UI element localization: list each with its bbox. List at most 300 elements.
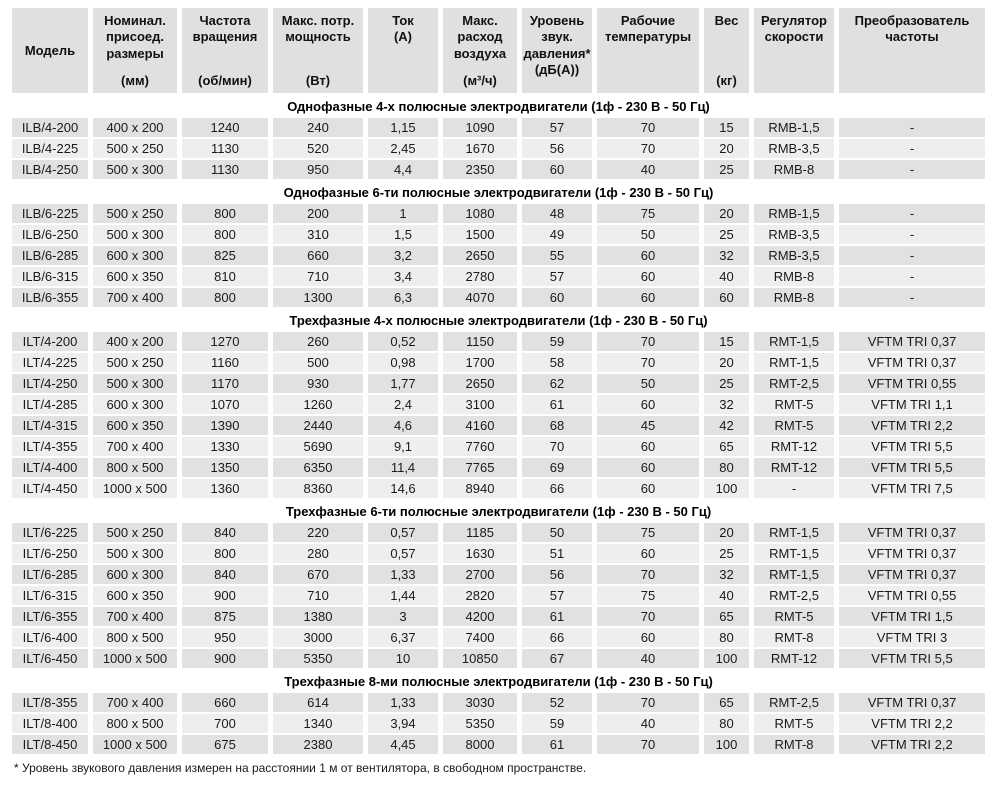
table-cell: 59 (522, 714, 592, 733)
table-cell: 70 (597, 735, 699, 754)
table-cell: 260 (273, 332, 363, 351)
table-cell: 59 (522, 332, 592, 351)
table-cell: - (839, 139, 985, 158)
table-cell: 1390 (182, 416, 268, 435)
column-header (12, 8, 88, 93)
table-cell: 700 x 400 (93, 607, 177, 626)
model-cell: ILT/6-400 (12, 628, 88, 647)
model-cell: ILB/6-315 (12, 267, 88, 286)
column-header (273, 8, 363, 93)
table-cell: 6,37 (368, 628, 438, 647)
column-header-label: Макс. потр. мощность (281, 13, 355, 45)
table-cell: 40 (704, 267, 749, 286)
table-cell: 32 (704, 565, 749, 584)
table-cell: 500 x 300 (93, 225, 177, 244)
table-cell: 1130 (182, 139, 268, 158)
table-cell: 70 (597, 565, 699, 584)
table-cell: 40 (597, 160, 699, 179)
table-cell: 3,4 (368, 267, 438, 286)
model-cell: ILB/6-285 (12, 246, 88, 265)
table-cell: 1670 (443, 139, 517, 158)
table-cell: - (839, 118, 985, 137)
table-cell: RMB-1,5 (754, 204, 834, 223)
table-cell: RMB-1,5 (754, 118, 834, 137)
table-cell: RMT-1,5 (754, 544, 834, 563)
section-title: Однофазные 4-х полюсные электродвигатели (1ф - 230 В - 50 Гц) (12, 95, 985, 116)
table-cell: 200 (273, 204, 363, 223)
model-cell: ILT/8-355 (12, 693, 88, 712)
table-cell: 840 (182, 565, 268, 584)
table-cell: 20 (704, 523, 749, 542)
table-cell: VFTM TRI 0,37 (839, 523, 985, 542)
table-cell: 6,3 (368, 288, 438, 307)
column-header-label: Номинал. присоед. размеры (104, 13, 166, 61)
table-cell: 60 (597, 246, 699, 265)
model-cell: ILT/8-450 (12, 735, 88, 754)
table-cell: 500 x 250 (93, 139, 177, 158)
table-cell: RMT-12 (754, 437, 834, 456)
table-cell: 60 (704, 288, 749, 307)
table-cell: 69 (522, 458, 592, 477)
table-cell: VFTM TRI 0,37 (839, 693, 985, 712)
table-cell: 60 (597, 267, 699, 286)
column-header (93, 8, 177, 93)
table-cell: 1330 (182, 437, 268, 456)
table-cell: 11,4 (368, 458, 438, 477)
table-cell: 660 (182, 693, 268, 712)
table-cell: 100 (704, 649, 749, 668)
table-cell: RMT-5 (754, 416, 834, 435)
column-header-unit: (кг) (716, 72, 737, 88)
table-cell: 75 (597, 204, 699, 223)
table-cell: 800 x 500 (93, 628, 177, 647)
column-header (704, 8, 749, 93)
table-cell: 60 (597, 395, 699, 414)
column-header-label: Преобразователь частоты (854, 13, 970, 45)
table-cell: 65 (704, 607, 749, 626)
table-cell: 42 (704, 416, 749, 435)
table-cell: 950 (182, 628, 268, 647)
table-cell: 20 (704, 204, 749, 223)
table-cell: 1270 (182, 332, 268, 351)
table-cell: 70 (597, 353, 699, 372)
column-header-label: Частота вращения (192, 13, 258, 45)
model-cell: ILT/4-285 (12, 395, 88, 414)
table-cell: VFTM TRI 1,5 (839, 607, 985, 626)
column-header (754, 8, 834, 93)
table-cell: 4,45 (368, 735, 438, 754)
footnote: * Уровень звукового давления измерен на расстоянии 1 м от вентилятора, в свободном пространстве. (14, 761, 587, 775)
table-cell: RMB-3,5 (754, 225, 834, 244)
table-cell: RMT-1,5 (754, 523, 834, 542)
table-cell: RMT-5 (754, 607, 834, 626)
table-cell: VFTM TRI 0,55 (839, 586, 985, 605)
table-cell: 810 (182, 267, 268, 286)
table-cell: - (839, 246, 985, 265)
table-cell: 70 (597, 118, 699, 137)
table-cell: 60 (522, 160, 592, 179)
model-cell: ILB/6-355 (12, 288, 88, 307)
model-cell: ILT/4-200 (12, 332, 88, 351)
section-title: Трехфазные 6-ти полюсные электродвигатели (1ф - 230 В - 50 Гц) (12, 500, 985, 521)
table-cell: RMT-5 (754, 395, 834, 414)
table-cell: 7765 (443, 458, 517, 477)
table-cell: 50 (522, 523, 592, 542)
table-cell: VFTM TRI 2,2 (839, 735, 985, 754)
table-cell: 15 (704, 118, 749, 137)
model-cell: ILT/4-400 (12, 458, 88, 477)
spec-table (12, 8, 985, 754)
table-cell: 660 (273, 246, 363, 265)
table-cell: VFTM TRI 0,37 (839, 332, 985, 351)
table-cell: 50 (597, 225, 699, 244)
table-cell: 8940 (443, 479, 517, 498)
table-cell: RMT-1,5 (754, 565, 834, 584)
table-cell: 61 (522, 735, 592, 754)
table-cell: 8360 (273, 479, 363, 498)
table-cell: 70 (597, 139, 699, 158)
table-cell: 66 (522, 479, 592, 498)
table-cell: 5350 (273, 649, 363, 668)
table-cell: 4160 (443, 416, 517, 435)
column-header-unit: (об/мин) (198, 72, 252, 88)
table-cell: 500 x 300 (93, 160, 177, 179)
section-title: Однофазные 6-ти полюсные электродвигатели (1ф - 230 В - 50 Гц) (12, 181, 985, 202)
table-cell: RMB-8 (754, 267, 834, 286)
table-cell: 2650 (443, 374, 517, 393)
model-cell: ILB/6-250 (12, 225, 88, 244)
model-cell: ILT/4-355 (12, 437, 88, 456)
table-cell: 800 (182, 288, 268, 307)
section-title: Трехфазные 4-х полюсные электродвигатели (1ф - 230 В - 50 Гц) (12, 309, 985, 330)
table-cell: 20 (704, 139, 749, 158)
table-cell: 930 (273, 374, 363, 393)
table-cell: 1090 (443, 118, 517, 137)
model-cell: ILT/6-225 (12, 523, 88, 542)
table-cell: 4070 (443, 288, 517, 307)
model-cell: ILT/4-250 (12, 374, 88, 393)
table-cell: 600 x 300 (93, 246, 177, 265)
table-cell: 70 (597, 693, 699, 712)
column-header-label: Вес (714, 13, 739, 28)
table-cell: VFTM TRI 5,5 (839, 437, 985, 456)
table-cell: 500 x 250 (93, 523, 177, 542)
table-cell: 710 (273, 586, 363, 605)
table-cell: 56 (522, 565, 592, 584)
table-cell: 2700 (443, 565, 517, 584)
model-cell: ILT/6-355 (12, 607, 88, 626)
table-cell: VFTM TRI 0,37 (839, 565, 985, 584)
table-cell: RMT-8 (754, 628, 834, 647)
table-cell: 45 (597, 416, 699, 435)
table-cell: 220 (273, 523, 363, 542)
table-cell: 10 (368, 649, 438, 668)
table-cell: RMT-1,5 (754, 332, 834, 351)
table-cell: 25 (704, 544, 749, 563)
table-cell: 56 (522, 139, 592, 158)
table-cell: 50 (597, 374, 699, 393)
table-cell: 875 (182, 607, 268, 626)
table-cell: 1,33 (368, 565, 438, 584)
column-header (597, 8, 699, 93)
table-cell: 58 (522, 353, 592, 372)
table-cell: 1700 (443, 353, 517, 372)
model-cell: ILT/6-285 (12, 565, 88, 584)
column-header-label: Рабочие температуры (604, 13, 692, 45)
table-cell: 3100 (443, 395, 517, 414)
column-header-unit: (дБ(А)) (534, 61, 580, 77)
table-cell: 825 (182, 246, 268, 265)
table-cell: 9,1 (368, 437, 438, 456)
table-cell: 57 (522, 118, 592, 137)
column-header-label: Ток (392, 13, 414, 28)
column-header-unit: (Вт) (305, 72, 331, 88)
table-cell: 1260 (273, 395, 363, 414)
table-cell: 100 (704, 479, 749, 498)
table-cell: 600 x 350 (93, 586, 177, 605)
table-cell: 2650 (443, 246, 517, 265)
table-cell: - (839, 267, 985, 286)
table-cell: 60 (522, 288, 592, 307)
table-cell: 67 (522, 649, 592, 668)
table-cell: 100 (704, 735, 749, 754)
table-cell: 25 (704, 374, 749, 393)
table-cell: 500 x 250 (93, 204, 177, 223)
table-cell: 1000 x 500 (93, 479, 177, 498)
table-cell: 60 (597, 288, 699, 307)
table-cell: - (839, 288, 985, 307)
column-header-label: Макс. расход воздуха (453, 13, 507, 61)
table-cell: 49 (522, 225, 592, 244)
table-cell: 2380 (273, 735, 363, 754)
table-cell: 400 x 200 (93, 332, 177, 351)
model-cell: ILT/6-315 (12, 586, 88, 605)
table-cell: 8000 (443, 735, 517, 754)
table-cell: - (754, 479, 834, 498)
table-cell: 1500 (443, 225, 517, 244)
table-cell: 60 (597, 458, 699, 477)
column-header-unit: (А) (393, 29, 413, 45)
table-cell: 40 (597, 649, 699, 668)
table-cell: 25 (704, 225, 749, 244)
table-cell: VFTM TRI 1,1 (839, 395, 985, 414)
table-cell: 80 (704, 628, 749, 647)
table-cell: 25 (704, 160, 749, 179)
table-cell: 70 (597, 607, 699, 626)
table-cell: VFTM TRI 2,2 (839, 714, 985, 733)
table-cell: 14,6 (368, 479, 438, 498)
table-cell: RMB-8 (754, 160, 834, 179)
table-cell: VFTM TRI 0,55 (839, 374, 985, 393)
table-cell: 500 x 300 (93, 544, 177, 563)
table-cell: 675 (182, 735, 268, 754)
table-cell: - (839, 204, 985, 223)
table-cell: 57 (522, 267, 592, 286)
table-cell: 55 (522, 246, 592, 265)
table-cell: 700 x 400 (93, 693, 177, 712)
table-cell: 1,15 (368, 118, 438, 137)
column-header (182, 8, 268, 93)
table-cell: VFTM TRI 3 (839, 628, 985, 647)
table-cell: 15 (704, 332, 749, 351)
table-cell: 1300 (273, 288, 363, 307)
table-cell: 20 (704, 353, 749, 372)
model-cell: ILB/6-225 (12, 204, 88, 223)
table-cell: 1240 (182, 118, 268, 137)
table-cell: 1,5 (368, 225, 438, 244)
table-cell: 800 (182, 204, 268, 223)
table-cell: 0,57 (368, 544, 438, 563)
table-cell: 1130 (182, 160, 268, 179)
table-cell: 240 (273, 118, 363, 137)
table-cell: 900 (182, 649, 268, 668)
table-cell: VFTM TRI 7,5 (839, 479, 985, 498)
table-cell: 280 (273, 544, 363, 563)
table-cell: 7760 (443, 437, 517, 456)
table-cell: 1360 (182, 479, 268, 498)
table-cell: RMT-2,5 (754, 693, 834, 712)
table-cell: 51 (522, 544, 592, 563)
table-cell: 75 (597, 586, 699, 605)
table-cell: 60 (597, 628, 699, 647)
model-cell: ILT/8-400 (12, 714, 88, 733)
table-cell: 65 (704, 693, 749, 712)
table-cell: 2350 (443, 160, 517, 179)
model-cell: ILB/4-250 (12, 160, 88, 179)
table-cell: 40 (704, 586, 749, 605)
model-cell: ILT/6-450 (12, 649, 88, 668)
table-cell: RMT-2,5 (754, 586, 834, 605)
table-cell: 75 (597, 523, 699, 542)
table-cell: 40 (597, 714, 699, 733)
table-cell: VFTM TRI 0,37 (839, 353, 985, 372)
table-cell: 614 (273, 693, 363, 712)
table-cell: 600 x 300 (93, 565, 177, 584)
table-cell: RMT-5 (754, 714, 834, 733)
table-cell: RMT-1,5 (754, 353, 834, 372)
table-cell: 52 (522, 693, 592, 712)
table-cell: 0,98 (368, 353, 438, 372)
table-cell: 670 (273, 565, 363, 584)
table-cell: 1080 (443, 204, 517, 223)
table-cell: 500 x 250 (93, 353, 177, 372)
table-cell: 3 (368, 607, 438, 626)
table-cell: 4,4 (368, 160, 438, 179)
table-cell: 520 (273, 139, 363, 158)
column-header-unit: (м³/ч) (463, 72, 497, 88)
table-cell: 950 (273, 160, 363, 179)
table-cell: 1350 (182, 458, 268, 477)
table-cell: 61 (522, 607, 592, 626)
table-cell: 80 (704, 714, 749, 733)
table-cell: 500 x 300 (93, 374, 177, 393)
table-cell: 400 x 200 (93, 118, 177, 137)
table-cell: 710 (273, 267, 363, 286)
table-cell: 1160 (182, 353, 268, 372)
table-cell: 800 x 500 (93, 714, 177, 733)
table-cell: VFTM TRI 5,5 (839, 458, 985, 477)
table-cell: 900 (182, 586, 268, 605)
table-cell: RMT-2,5 (754, 374, 834, 393)
table-cell: 3000 (273, 628, 363, 647)
table-cell: - (839, 225, 985, 244)
table-cell: - (839, 160, 985, 179)
table-cell: 1,77 (368, 374, 438, 393)
table-cell: 6350 (273, 458, 363, 477)
table-cell: 2440 (273, 416, 363, 435)
column-header (839, 8, 985, 93)
table-cell: 800 x 500 (93, 458, 177, 477)
column-header (522, 8, 592, 93)
table-cell: 1070 (182, 395, 268, 414)
table-cell: 1,44 (368, 586, 438, 605)
table-cell: 3,94 (368, 714, 438, 733)
table-cell: 1,33 (368, 693, 438, 712)
model-cell: ILT/4-315 (12, 416, 88, 435)
table-cell: RMT-8 (754, 735, 834, 754)
table-cell: 62 (522, 374, 592, 393)
table-cell: 32 (704, 246, 749, 265)
table-cell: 1630 (443, 544, 517, 563)
table-cell: 2820 (443, 586, 517, 605)
table-cell: 60 (597, 544, 699, 563)
table-cell: 1185 (443, 523, 517, 542)
table-cell: 1150 (443, 332, 517, 351)
model-cell: ILT/4-450 (12, 479, 88, 498)
table-cell: 7400 (443, 628, 517, 647)
table-cell: 800 (182, 225, 268, 244)
table-cell: 3030 (443, 693, 517, 712)
column-header-label: Модель (24, 42, 76, 58)
table-cell: 500 (273, 353, 363, 372)
table-cell: 32 (704, 395, 749, 414)
table-cell: 840 (182, 523, 268, 542)
table-cell: RMB-3,5 (754, 139, 834, 158)
model-cell: ILT/6-250 (12, 544, 88, 563)
table-cell: 310 (273, 225, 363, 244)
table-cell: VFTM TRI 5,5 (839, 649, 985, 668)
table-cell: 70 (597, 332, 699, 351)
table-cell: 60 (597, 437, 699, 456)
table-cell: 1 (368, 204, 438, 223)
table-cell: 10850 (443, 649, 517, 668)
table-cell: 700 (182, 714, 268, 733)
table-cell: 80 (704, 458, 749, 477)
table-cell: 66 (522, 628, 592, 647)
table-cell: 700 x 400 (93, 437, 177, 456)
table-cell: RMB-3,5 (754, 246, 834, 265)
table-cell: 600 x 350 (93, 267, 177, 286)
table-cell: 3,2 (368, 246, 438, 265)
column-header-label: Уровень звук. давления* (523, 13, 591, 61)
table-cell: 2780 (443, 267, 517, 286)
table-cell: 600 x 350 (93, 416, 177, 435)
table-cell: 0,57 (368, 523, 438, 542)
table-cell: VFTM TRI 2,2 (839, 416, 985, 435)
section-title: Трехфазные 8-ми полюсные электродвигатели (1ф - 230 В - 50 Гц) (12, 670, 985, 691)
table-cell: 5350 (443, 714, 517, 733)
table-cell: 700 x 400 (93, 288, 177, 307)
table-cell: 48 (522, 204, 592, 223)
table-cell: RMT-12 (754, 458, 834, 477)
table-cell: 1380 (273, 607, 363, 626)
column-header (368, 8, 438, 93)
column-header-unit: (мм) (121, 72, 149, 88)
table-cell: 4200 (443, 607, 517, 626)
model-cell: ILT/4-225 (12, 353, 88, 372)
table-cell: 600 x 300 (93, 395, 177, 414)
table-cell: 68 (522, 416, 592, 435)
